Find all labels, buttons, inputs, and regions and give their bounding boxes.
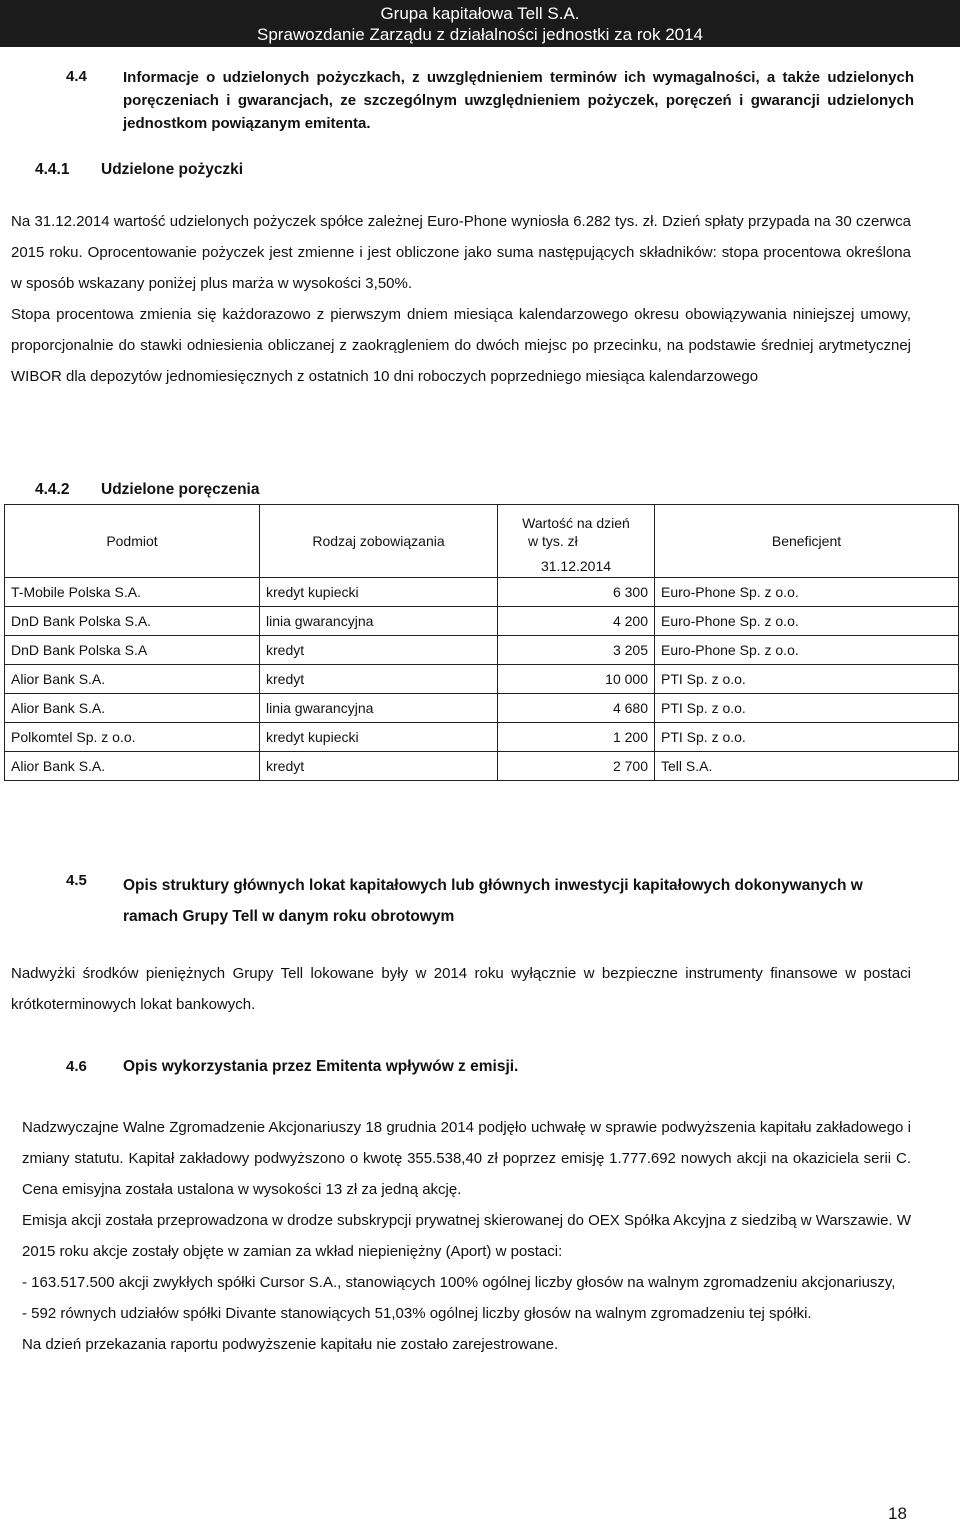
page-number: 18 (888, 1504, 907, 1523)
cell-beneficjent: Tell S.A. (655, 752, 959, 781)
cell-podmiot: DnD Bank Polska S.A. (5, 607, 260, 636)
table-row (5, 694, 959, 723)
cell-wartosc: 2 700 (498, 752, 655, 781)
cell-rodzaj: kredyt (260, 665, 498, 694)
contribution-cursor-text: - 163.517.500 akcji zwykłych spółki Cursor S.A., stanowiących 100% ogólnej liczby głosów na walnym zgromadzeniu akcjonariuszy, (22, 1274, 896, 1291)
cell-beneficjent: Euro-Phone Sp. z o.o. (655, 607, 959, 636)
header-wartosc (498, 505, 655, 578)
header-podmiot: Podmiot (5, 505, 260, 578)
section-number: 4.4.1 (35, 161, 70, 178)
cell-rodzaj: kredyt kupiecki (260, 578, 498, 607)
header-wartosc-line2: w tys. zł (528, 533, 578, 549)
table-row (5, 752, 959, 781)
issue-subscription-text: Emisja akcji została przeprowadzona w drodze subskrypcji prywatnej skierowanej do OEX Spółka Akcyjna z siedzibą w Warszawie. W 2015 roku akcje zostały objęte w zamian za wkład niepieniężny (Aport) w postaci: (22, 1212, 911, 1260)
cell-beneficjent: PTI Sp. z o.o. (655, 665, 959, 694)
cell-rodzaj: kredyt (260, 752, 498, 781)
table-row (5, 723, 959, 752)
table-row (5, 578, 959, 607)
table-header-row (5, 505, 959, 578)
section-4-4-2-heading (35, 480, 435, 502)
cell-wartosc: 4 680 (498, 694, 655, 723)
cell-podmiot: Alior Bank S.A. (5, 665, 260, 694)
table-row (5, 607, 959, 636)
cell-beneficjent: PTI Sp. z o.o. (655, 694, 959, 723)
section-4-5-heading (66, 870, 914, 932)
report-title: Sprawozdanie Zarządu z działalności jednostki za rok 2014 (256, 25, 704, 44)
cell-wartosc: 1 200 (498, 723, 655, 752)
section-number: 4.6 (66, 1058, 87, 1075)
section-title: Opis struktury głównych lokat kapitałowych lub głównych inwestycji kapitałowych dokonywanych w ramach Grupy Tell w danym roku obrotowym (123, 877, 863, 925)
header-beneficjent: Beneficjent (655, 505, 959, 578)
document-header (0, 0, 960, 47)
cell-rodzaj: linia gwarancyjna (260, 694, 498, 723)
section-4-6-heading (66, 1056, 914, 1078)
section-title: Udzielone poręczenia (101, 481, 260, 498)
cell-podmiot: DnD Bank Polska S.A (5, 636, 260, 665)
cell-podmiot: Polkomtel Sp. z o.o. (5, 723, 260, 752)
cell-podmiot: Alior Bank S.A. (5, 694, 260, 723)
contribution-divante-text: - 592 równych udziałów spółki Divante stanowiących 51,03% ogólnej liczby głosów na walnym zgromadzeniu tej spółki. (22, 1305, 812, 1322)
cell-rodzaj: linia gwarancyjna (260, 607, 498, 636)
cell-podmiot: T-Mobile Polska S.A. (5, 578, 260, 607)
cell-beneficjent: PTI Sp. z o.o. (655, 723, 959, 752)
header-wartosc-date: 31.12.2014 (540, 558, 612, 574)
header-wartosc-line1: Wartość na dzień (522, 515, 630, 531)
cell-rodzaj: kredyt (260, 636, 498, 665)
cell-wartosc: 4 200 (498, 607, 655, 636)
registration-status-text: Na dzień przekazania raportu podwyższenie kapitału nie zostało zarejestrowane. (22, 1336, 559, 1353)
section-number: 4.4 (66, 68, 87, 85)
cell-wartosc: 10 000 (498, 665, 655, 694)
cell-wartosc: 6 300 (498, 578, 655, 607)
header-wartosc-label (498, 514, 654, 550)
table-row (5, 636, 959, 665)
loans-paragraph (11, 206, 911, 392)
section-title: Udzielone pożyczki (101, 161, 244, 178)
cell-beneficjent: Euro-Phone Sp. z o.o. (655, 578, 959, 607)
table-row (5, 665, 959, 694)
section-number: 4.4.2 (35, 481, 70, 498)
guarantees-table (4, 504, 959, 781)
cell-rodzaj: kredyt kupiecki (260, 723, 498, 752)
investments-paragraph (11, 958, 911, 1020)
cell-wartosc: 3 205 (498, 636, 655, 665)
issue-proceeds-paragraph (22, 1112, 911, 1360)
cell-podmiot: Alior Bank S.A. (5, 752, 260, 781)
section-title: Informacje o udzielonych pożyczkach, z uwzględnieniem terminów ich wymagalności, a także udzielonych poręczeniach i gwarancjach, ze szczególnym uwzględnieniem pożyczek, poręczeń i gwarancji udzielonych jednostkom powiązanym emitenta. (123, 69, 914, 132)
company-name: Grupa kapitałowa Tell S.A. (380, 4, 580, 23)
investments-text: Nadwyżki środków pieniężnych Grupy Tell lokowane były w 2014 roku wyłącznie w bezpieczne instrumenty finansowe w postaci krótkoterminowych lokat bankowych. (11, 965, 911, 1013)
header-rodzaj: Rodzaj zobowiązania (260, 505, 498, 578)
issue-resolution-text: Nadzwyczajne Walne Zgromadzenie Akcjonariuszy 18 grudnia 2014 podjęło uchwałę w sprawie podwyższenia kapitału zakładowego i zmiany statutu. Kapitał zakładowy podwyższono o kwotę 355.538,40 zł poprzez emisję 1.777.692 nowych akcji na okaziciela serii C. Cena emisyjna została ustalona w wysokości 13 zł za jedną akcję. (22, 1119, 911, 1198)
interest-rate-details: Stopa procentowa zmienia się każdorazowo z pierwszym dniem miesiąca kalendarzowego okresu obowiązywania niniejszej umowy, proporcjonalnie do stawki odniesienia obliczanej z zaokrągleniem do dwóch miejsc po przecinku, na podstawie średniej arytmetycznej WIBOR dla depozytów jednomiesięcznych z ostatnich 10 dni roboczych poprzedniego miesiąca kalendarzowego (11, 306, 911, 385)
section-4-4-heading (66, 66, 914, 136)
cell-beneficjent: Euro-Phone Sp. z o.o. (655, 636, 959, 665)
loans-details: Na 31.12.2014 wartość udzielonych pożyczek spółce zależnej Euro-Phone wyniosła 6.282 tys. zł. Dzień spłaty przypada na 30 czerwca 2015 roku. Oprocentowanie pożyczek jest zmienne i jest obliczone jako suma następujących składników: stopa procentowa określona w sposób wskazany poniżej plus marża w wysokości 3,50%. (11, 213, 911, 292)
section-title: Opis wykorzystania przez Emitenta wpływów z emisji. (123, 1058, 519, 1075)
section-4-4-1-heading (35, 160, 435, 182)
section-number: 4.5 (66, 872, 87, 889)
